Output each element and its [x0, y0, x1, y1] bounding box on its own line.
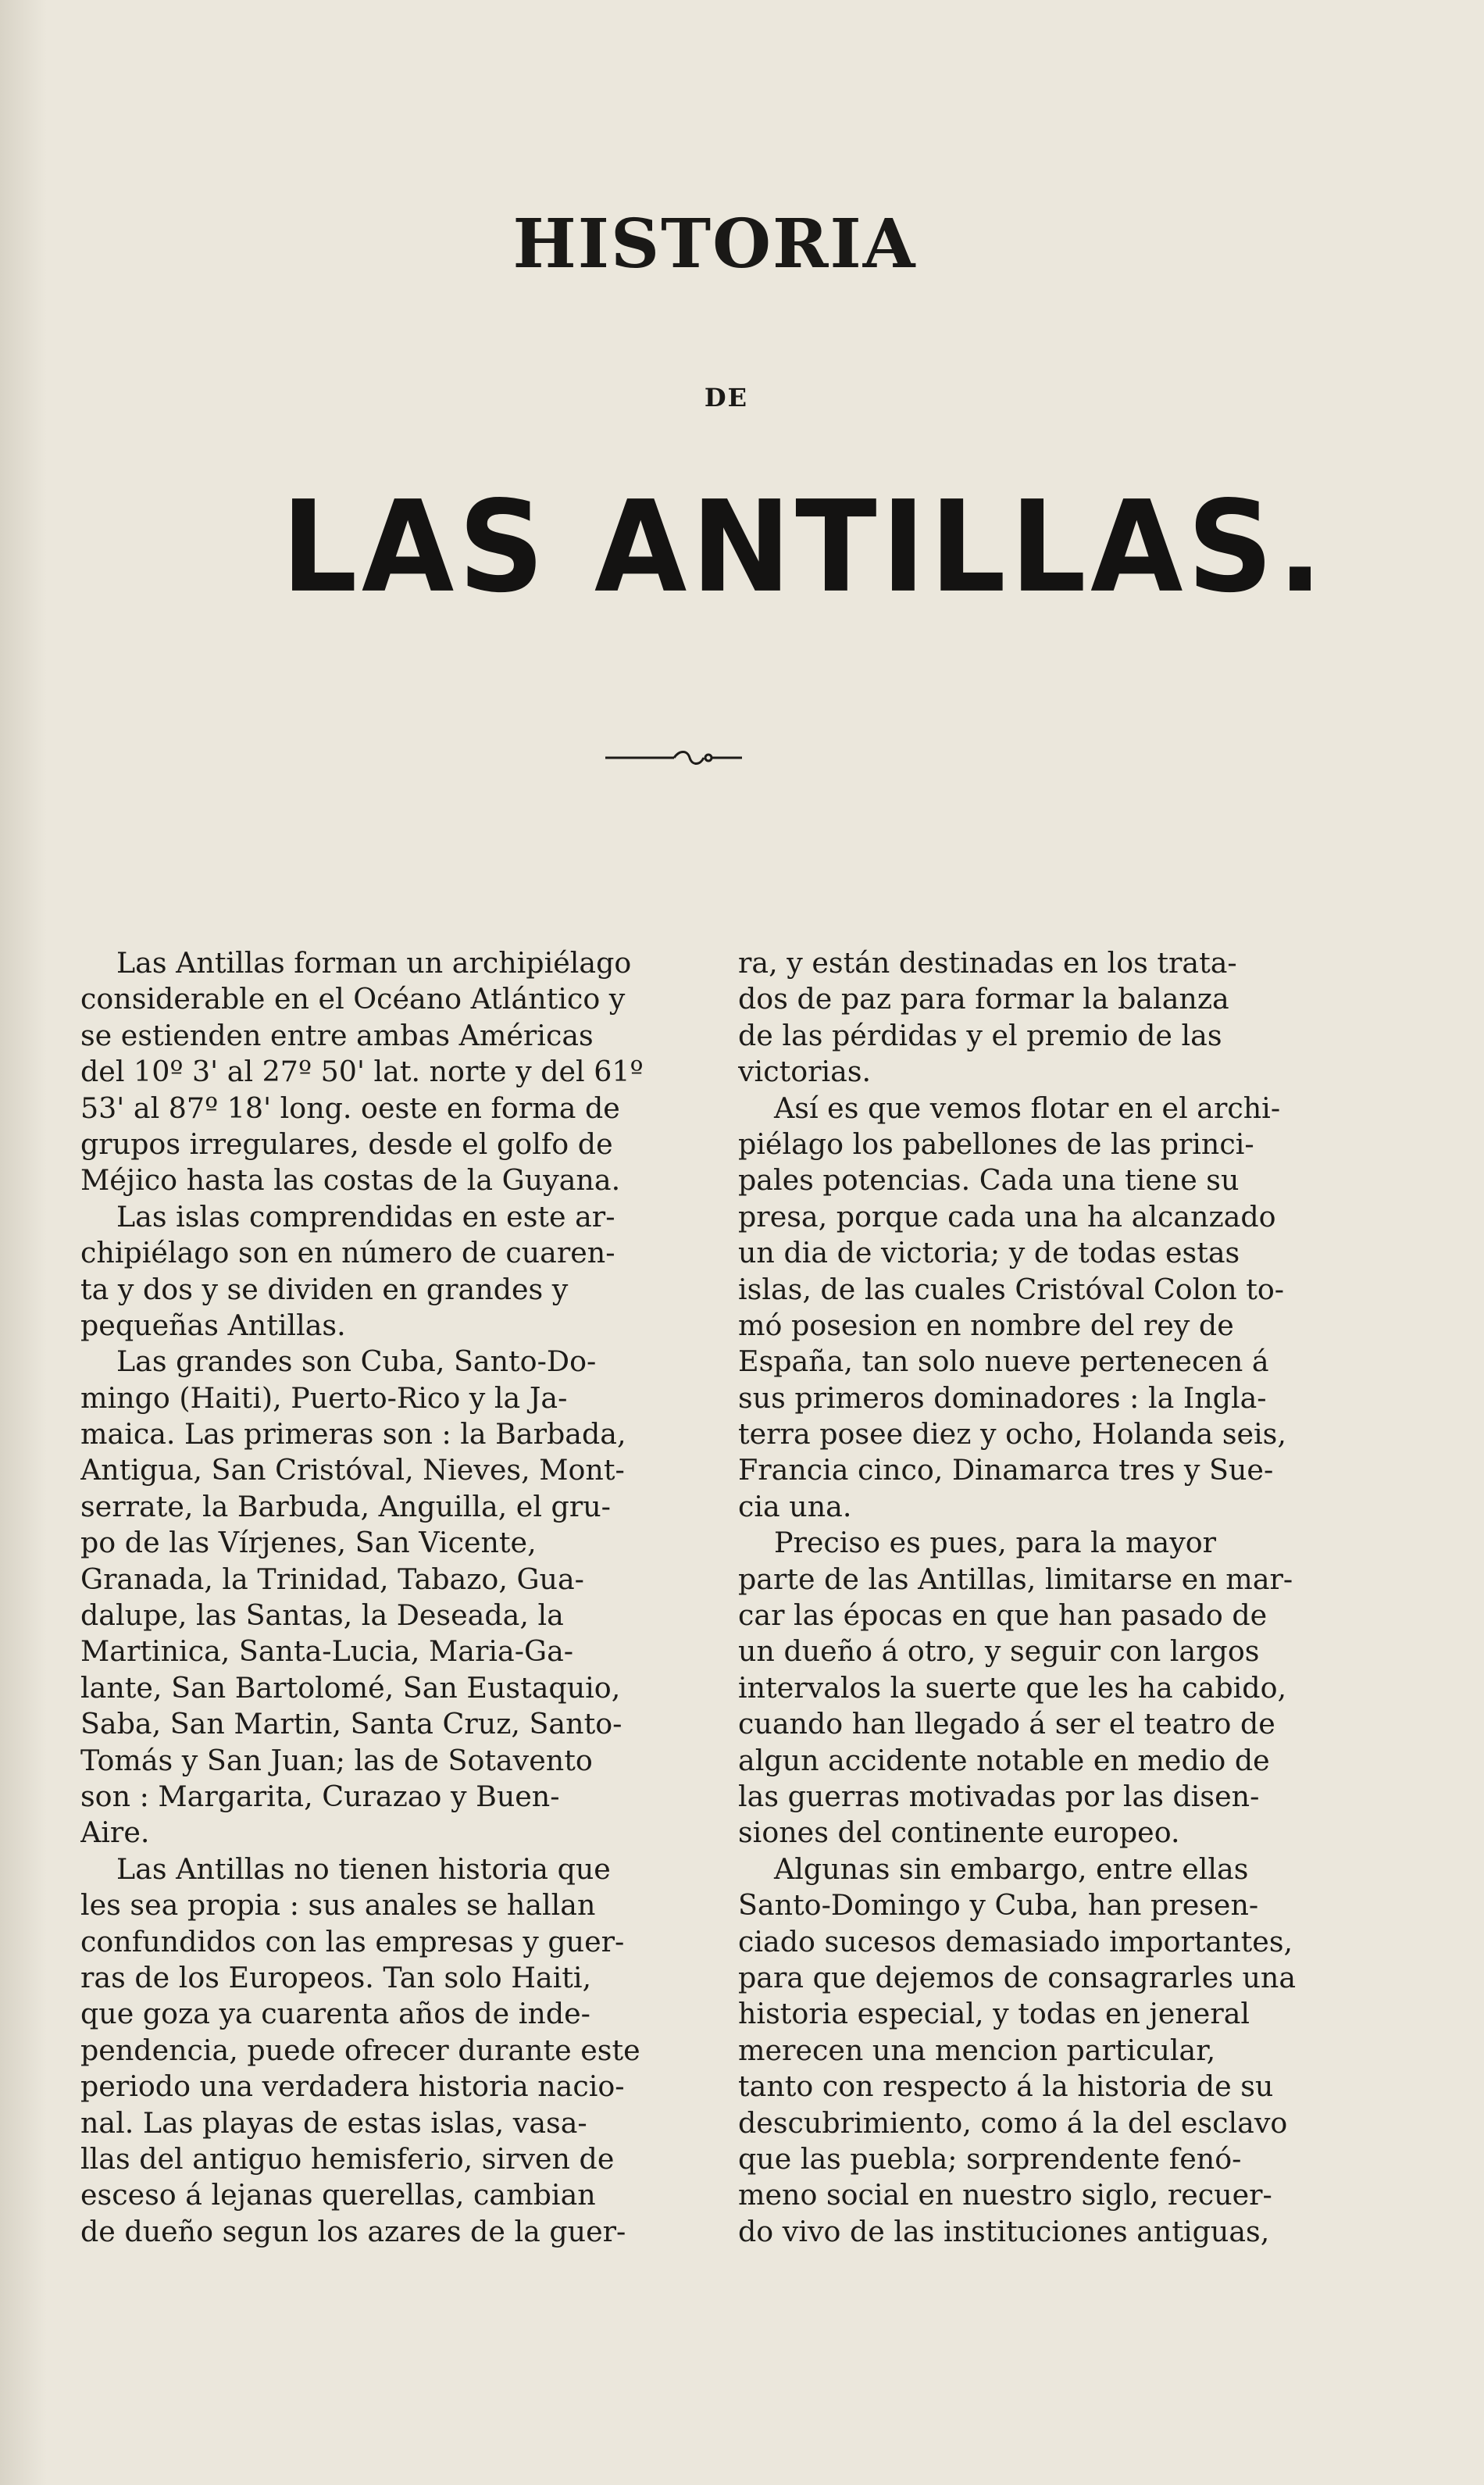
text-line: Las Antillas no tienen historia que	[116, 1851, 611, 1886]
text-line: tanto con respecto á la historia de su	[738, 2069, 1274, 2104]
text-line: las guerras motivadas por las disen-	[738, 1779, 1260, 1813]
text-line: Tomás y San Juan; las de Sotavento	[80, 1743, 593, 1777]
text-line: Antigua, San Cristóval, Nieves, Mont-	[80, 1453, 625, 1487]
text-line: siones del continente europeo.	[738, 1816, 1180, 1850]
text-line: grupos irregulares, desde el golfo de	[80, 1126, 613, 1161]
text-line: se estienden entre ambas Américas	[80, 1018, 594, 1052]
text-line: 53' al 87º 18' long. oeste en forma de	[80, 1091, 620, 1125]
text-line: terra posee diez y ocho, Holanda seis,	[738, 1417, 1286, 1451]
text-line: mingo (Haiti), Puerto-Rico y la Ja-	[80, 1380, 568, 1415]
text-line: llas del antiguo hemisferio, sirven de	[80, 2141, 615, 2176]
text-line: chipiélago son en número de cuaren-	[80, 1236, 615, 1270]
text-line: ras de los Europeos. Tan solo Haiti,	[80, 1960, 592, 1994]
right-text-column	[738, 945, 1351, 2250]
text-line: esceso á lejanas querellas, cambian	[80, 2178, 596, 2212]
text-line: sus primeros dominadores : la Ingla-	[738, 1380, 1267, 1415]
text-line: pales potencias. Cada una tiene su	[738, 1163, 1240, 1198]
text-line: intervalos la suerte que les ha cabido,	[738, 1670, 1287, 1705]
text-line: un dia de victoria; y de todas estas	[738, 1236, 1240, 1270]
text-line: meno social en nuestro siglo, recuer-	[738, 2178, 1272, 2212]
left-text-column	[80, 945, 690, 2250]
text-line: que goza ya cuarenta años de inde-	[80, 1997, 590, 2031]
text-line: do vivo de las instituciones antiguas,	[738, 2214, 1270, 2248]
text-line: Las islas comprendidas en este ar-	[116, 1199, 615, 1234]
text-line: Santo-Domingo y Cuba, han presen-	[738, 1888, 1259, 1923]
text-line: piélago los pabellones de las princi-	[738, 1126, 1254, 1161]
text-line: islas, de las cuales Cristóval Colon to-	[738, 1272, 1285, 1306]
text-line: Méjico hasta las costas de la Guyana.	[80, 1163, 621, 1198]
text-line: nal. Las playas de estas islas, vasa-	[80, 2105, 587, 2140]
page-fold-shadow	[0, 0, 47, 2485]
title-historia: HISTORIA	[512, 205, 917, 284]
text-line: lante, San Bartolomé, San Eustaquio,	[80, 1670, 621, 1705]
text-line: Francia cinco, Dinamarca tres y Sue-	[738, 1453, 1274, 1487]
text-line: del 10º 3' al 27º 50' lat. norte y del 61º	[80, 1055, 644, 1089]
text-line: de las pérdidas y el premio de las	[738, 1018, 1222, 1052]
text-line: de dueño segun los azares de la guer-	[80, 2214, 626, 2248]
text-line: serrate, la Barbuda, Anguilla, el gru-	[80, 1489, 611, 1523]
text-line: po de las Vírjenes, San Vicente,	[80, 1526, 537, 1560]
text-line: victorias.	[738, 1055, 872, 1089]
text-line: car las épocas en que han pasado de	[738, 1598, 1268, 1633]
text-line: Las grandes son Cuba, Santo-Do-	[116, 1344, 597, 1379]
text-line: dalupe, las Santas, la Deseada, la	[80, 1598, 564, 1633]
text-line: merecen una mencion particular,	[738, 2033, 1216, 2067]
text-line: dos de paz para formar la balanza	[738, 982, 1229, 1016]
text-line: descubrimiento, como á la del esclavo	[738, 2105, 1288, 2140]
text-line: Las Antillas forman un archipiélago	[116, 946, 632, 980]
title-las-antillas: LAS ANTILLAS.	[281, 473, 1328, 621]
text-line: algun accidente notable en medio de	[738, 1743, 1270, 1777]
text-line: ciado sucesos demasiado importantes,	[738, 1924, 1293, 1958]
text-line: historia especial, y todas en jeneral	[738, 1997, 1250, 2031]
text-line: cuando han llegado á ser el teatro de	[738, 1707, 1275, 1741]
text-line: Algunas sin embargo, entre ellas	[774, 1851, 1249, 1886]
text-line: confundidos con las empresas y guer-	[80, 1924, 625, 1958]
text-line: son : Margarita, Curazao y Buen-	[80, 1779, 560, 1813]
text-line: considerable en el Océano Atlántico y	[80, 982, 626, 1016]
text-line: que las puebla; sorprendente fenó-	[738, 2141, 1242, 2176]
text-line: para que dejemos de consagrarles una	[738, 1960, 1297, 1994]
text-line: parte de las Antillas, limitarse en mar-	[738, 1562, 1293, 1596]
text-line: Saba, San Martin, Santa Cruz, Santo-	[80, 1707, 622, 1741]
text-line: presa, porque cada una ha alcanzado	[738, 1199, 1276, 1234]
text-line: Aire.	[80, 1816, 150, 1850]
text-line: maica. Las primeras son : la Barbada,	[80, 1417, 626, 1451]
text-line: un dueño á otro, y seguir con largos	[738, 1634, 1260, 1669]
text-line: les sea propia : sus anales se hallan	[80, 1888, 596, 1923]
text-line: España, tan solo nueve pertenecen á	[738, 1344, 1269, 1379]
text-line: Preciso es pues, para la mayor	[774, 1526, 1217, 1560]
text-line: mó posesion en nombre del rey de	[738, 1308, 1234, 1342]
text-line: Así es que vemos flotar en el archi-	[774, 1091, 1281, 1125]
text-line: ra, y están destinadas en los trata-	[738, 946, 1237, 980]
text-line: periodo una verdadera historia nacio-	[80, 2069, 625, 2104]
text-line: Granada, la Trinidad, Tabazo, Gua-	[80, 1562, 584, 1596]
text-line: Martinica, Santa-Lucia, Maria-Ga-	[80, 1634, 574, 1669]
text-line: ta y dos y se dividen en grandes y	[80, 1272, 569, 1306]
title-de: DE	[704, 383, 749, 412]
text-line: cia una.	[738, 1489, 852, 1523]
rule-ornament-icon	[605, 746, 777, 769]
text-line: pendencia, puede ofrecer durante este	[80, 2033, 640, 2067]
text-line: pequeñas Antillas.	[80, 1308, 346, 1342]
